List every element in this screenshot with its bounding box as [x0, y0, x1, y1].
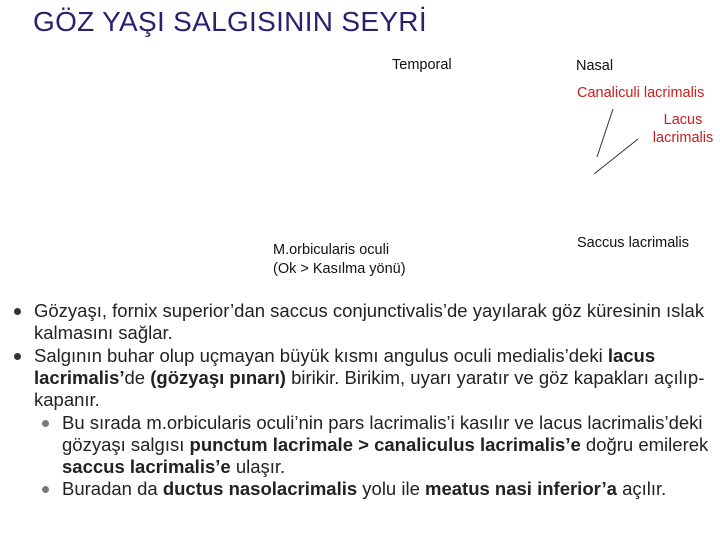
bullet-text: yolu ile — [357, 478, 426, 499]
bullet-item — [14, 300, 714, 344]
bullet-text-bold: ductus nasolacrimalis — [162, 478, 358, 499]
bullet-text-bold: meatus nasi inferior’a — [425, 478, 617, 499]
label-nasal: Nasal — [576, 58, 614, 74]
bullet-item — [42, 412, 714, 478]
bullet-text: birikir. Birikim, uyarı yaratır ve göz kapakları açılıp-kapanır. — [34, 367, 705, 410]
label-lacus-line2: lacrimalis — [652, 130, 714, 146]
bullet-text-bold: punctum lacrimale > canaliculus lacrimalis’e — [189, 434, 581, 455]
label-orbicularis-line2: (Ok > Kasılma yönü) — [273, 261, 406, 277]
bullet-text: doğru emilerek — [580, 434, 709, 455]
label-temporal: Temporal — [392, 57, 452, 73]
pointer-line-canaliculi — [597, 109, 613, 157]
bullet-text: Gözyaşı, fornix superior’dan saccus conjunctivalis’de yayılarak göz küresinin ıslak kalmasını sağlar. — [34, 300, 705, 343]
pointer-line-lacus — [594, 139, 638, 174]
bullet-text: Bu sırada m.orbicularis oculi’nin pars lacrimalis’i kasılır ve lacus lacrimalis’deki gözyaşı salgısı — [62, 412, 703, 455]
label-saccus-lacrimalis: Saccus lacrimalis — [577, 235, 689, 251]
bullet-text-bold: saccus lacrimalis’e — [62, 456, 231, 477]
bullet-item — [42, 478, 714, 500]
bullet-text: Buradan da — [62, 478, 163, 499]
page-title: GÖZ YAŞI SALGISININ SEYRİ — [33, 6, 427, 37]
bullet-text: açılır. — [616, 478, 667, 499]
label-canaliculi-lacrimalis: Canaliculi lacrimalis — [577, 85, 705, 101]
bullet-text: Salgının buhar olup uçmayan büyük kısmı angulus oculi medialis’deki — [34, 345, 608, 366]
bullet-dot-icon — [42, 420, 49, 427]
bullet-text-bold: (gözyaşı pınarı) — [150, 367, 286, 388]
bullet-item — [14, 345, 714, 411]
bullet-dot-icon — [42, 486, 49, 493]
label-orbicularis-line1: M.orbicularis oculi — [273, 242, 390, 258]
bullet-text: de — [124, 367, 151, 388]
bullet-text-bold: lacus lacrimalis’ — [34, 345, 656, 388]
bullet-text: ulaşır. — [230, 456, 286, 477]
bullet-dot-icon — [14, 353, 21, 360]
bullet-list — [14, 300, 714, 500]
label-lacus-line1: Lacus — [663, 112, 703, 128]
bullet-dot-icon — [14, 308, 21, 315]
